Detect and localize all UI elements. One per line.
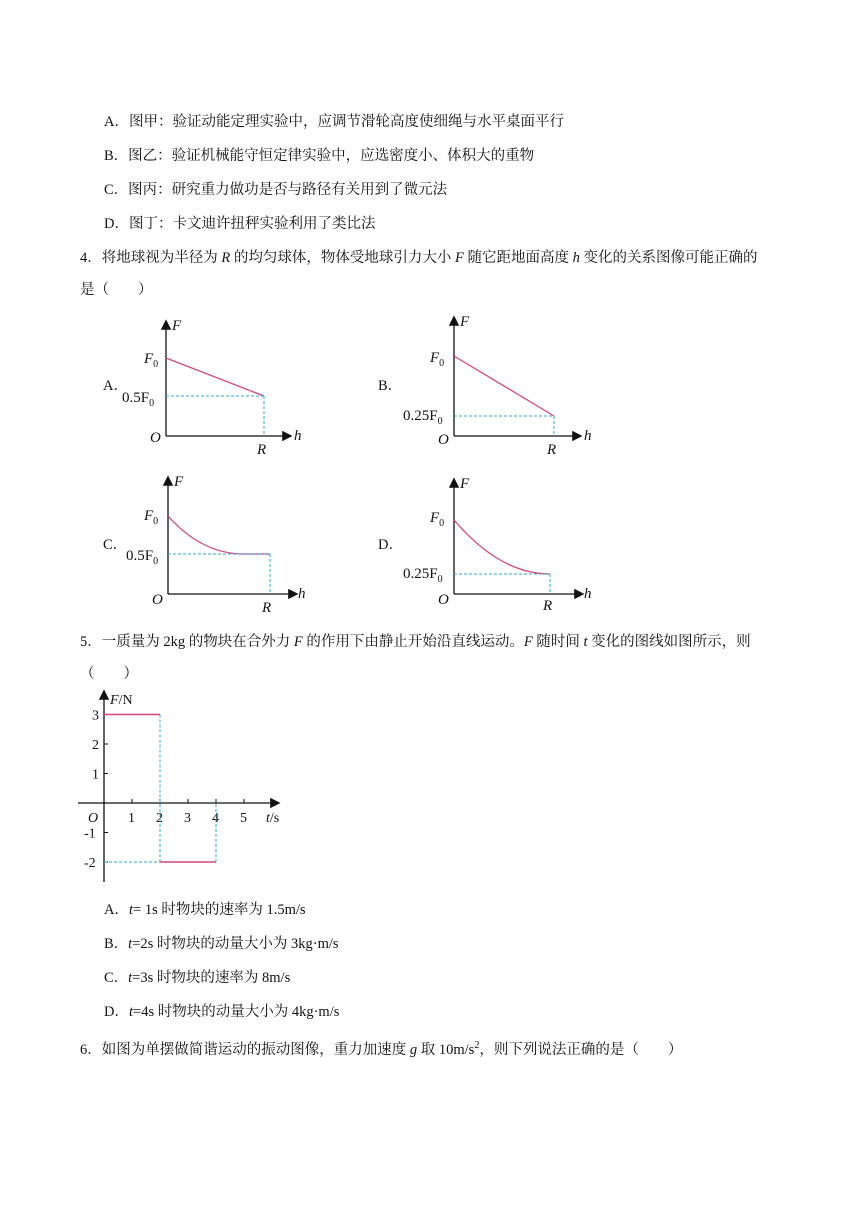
r-label: R — [257, 442, 267, 458]
q4-stem-line2: 是（ ） — [80, 282, 153, 298]
q3-option-b: B．图乙：验证机械能守恒定律实验中，应选密度小、体积大的重物 — [104, 148, 535, 164]
q4-graph-d — [400, 470, 610, 620]
curve — [168, 516, 270, 554]
y-tick-label: 1 — [92, 767, 99, 783]
q5-stem: 5．一质量为 2kg 的物块在合外力 F 的作用下由静止开始沿直线运动。F 随时间 t 变化的图线如图所示，则 — [80, 634, 751, 650]
origin-label: O — [152, 592, 163, 608]
origin-label: O — [438, 432, 449, 448]
r-label: R — [543, 598, 553, 614]
y-axis-label: F/N — [110, 693, 133, 708]
x-tick-label: 1 — [128, 811, 135, 826]
x-label: h — [298, 586, 306, 602]
f0-label: $F_0$ — [144, 351, 159, 370]
y-label: F — [460, 314, 470, 330]
y-tick-label: -1 — [84, 826, 96, 842]
x-label: h — [584, 586, 592, 602]
x-tick-label: 2 — [156, 811, 163, 826]
y-tick-label: 3 — [92, 708, 99, 724]
y-tick-label: -2 — [84, 856, 96, 871]
q4-label-d: D． — [378, 537, 403, 553]
y-label: F — [172, 318, 182, 334]
y-label: F — [174, 474, 184, 490]
f0-label: $F_0$ — [144, 508, 159, 527]
q4-stem: 4．将地球视为半径为 R 的均匀球体，物体受地球引力大小 F 随它距地面高度 h 变化的关系图像可能正确的 — [80, 250, 758, 266]
q3-option-c: C．图丙：研究重力做功是否与路径有关用到了微元法 — [104, 182, 448, 198]
q5-option-b: B．t=2s 时物块的动量大小为 3kg·m/s — [104, 936, 339, 952]
ft-chart — [70, 686, 290, 886]
q4-graph-a — [120, 310, 320, 460]
q3-option-a: A．图甲：验证动能定理实验中，应调节滑轮高度使细绳与水平桌面平行 — [104, 114, 564, 130]
x-tick-label: 4 — [212, 811, 219, 826]
x-tick-label: 3 — [184, 811, 191, 826]
x-label: h — [584, 428, 592, 444]
origin-label: O — [88, 811, 99, 826]
quarter-f0-label: $0.25F_0$ — [403, 408, 443, 427]
half-f0-label: $0.5F_0$ — [126, 548, 159, 567]
origin-label: O — [150, 430, 161, 446]
y-tick-label: 2 — [92, 738, 99, 753]
q5-option-d: D．t=4s 时物块的动量大小为 4kg·m/s — [104, 1004, 340, 1020]
q6-stem: 6．如图为单摆做简谐运动的振动图像，重力加速度 g 取 $10m/s^2$，则下列说法正确的是（ ） — [80, 1040, 683, 1058]
curve — [454, 520, 550, 574]
q5-option-c: C．t=3s 时物块的速率为 8m/s — [104, 970, 291, 986]
q4-label-a: A． — [103, 378, 128, 394]
x-tick-label: 5 — [240, 811, 247, 826]
half-f0-label: $0.5F_0$ — [122, 390, 155, 409]
q5-option-a: A．t= 1s 时物块的速率为 1.5m/s — [104, 902, 306, 918]
x-axis-label: t/s — [266, 811, 280, 826]
quarter-f0-label: $0.25F_0$ — [403, 566, 443, 585]
curve — [454, 356, 554, 416]
r-label: R — [547, 442, 557, 458]
curve — [166, 358, 264, 396]
x-label: h — [294, 428, 302, 444]
r-label: R — [262, 600, 272, 616]
f0-label: $F_0$ — [430, 510, 445, 529]
q4-graph-b — [400, 310, 610, 460]
q5-stem-line2: （ ） — [80, 666, 138, 682]
origin-label: O — [438, 592, 449, 608]
q3-option-d: D．图丁：卡文迪许扭秤实验利用了类比法 — [104, 216, 376, 232]
q4-label-b: B． — [378, 378, 403, 394]
q4-graph-c — [120, 470, 320, 620]
q4-label-c: C． — [103, 537, 128, 553]
f0-label: $F_0$ — [430, 350, 445, 369]
y-label: F — [460, 476, 470, 492]
